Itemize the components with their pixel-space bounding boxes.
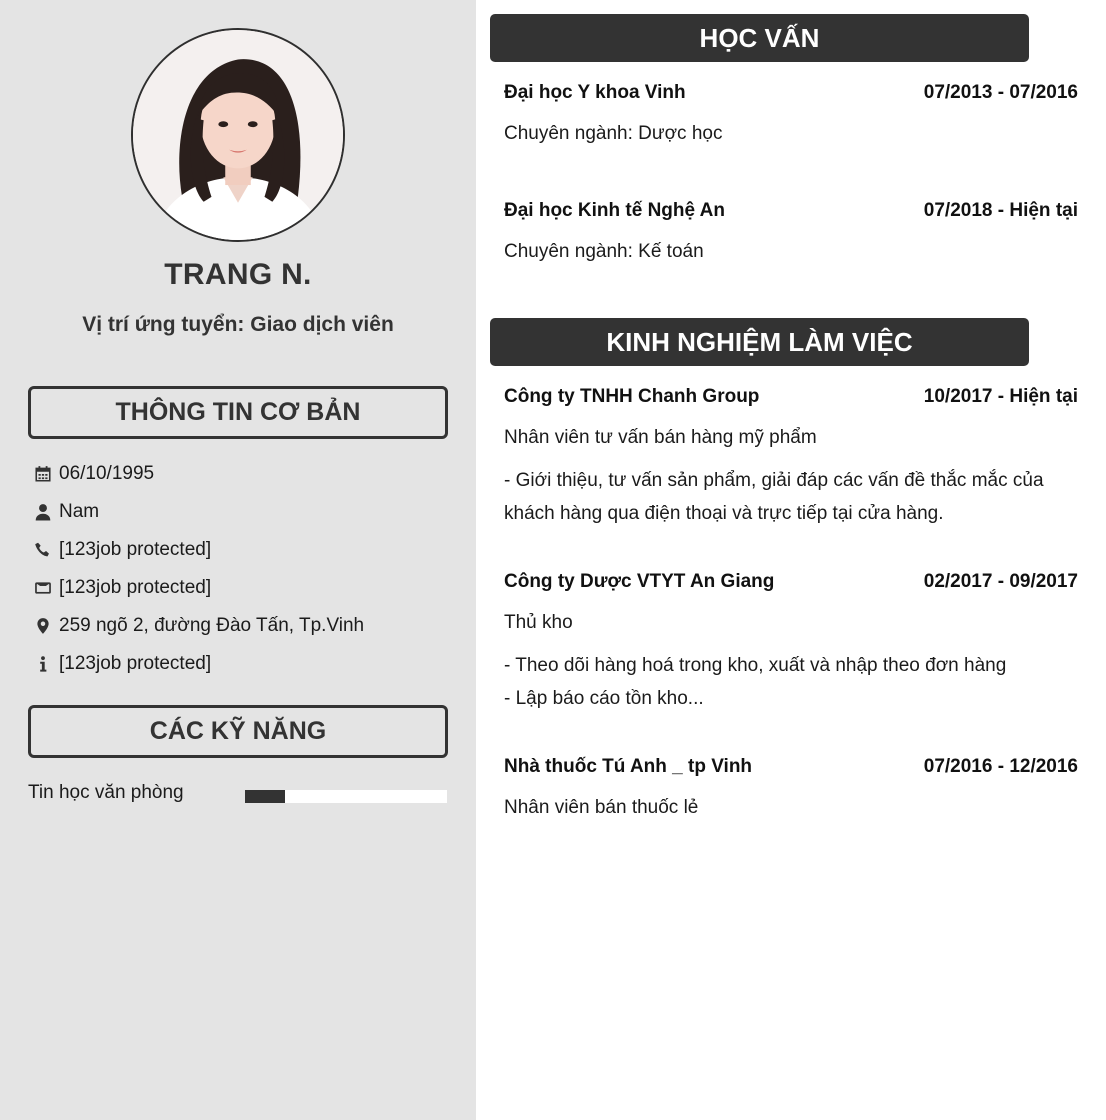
info-text: 06/10/1995 [59,463,155,484]
location-pin-icon [34,617,52,635]
info-phone [34,531,454,569]
skill-name: Tin học văn phòng [28,782,184,803]
avatar [131,28,345,242]
experience-entry [504,756,1078,819]
info-gender [34,493,454,531]
education-major: Chuyên ngành: Dược học [504,123,723,144]
description-line: - Lập báo cáo tồn kho... [504,688,704,709]
info-other [34,645,454,683]
info-text: [123job protected] [59,539,212,560]
info-email [34,569,454,607]
experience-description [504,464,1078,530]
experience-company: Nhà thuốc Tú Anh _ tp Vinh [504,756,753,777]
info-text: 259 ngõ 2, đường Đào Tấn, Tp.Vinh [59,615,365,636]
skills-title: CÁC KỸ NĂNG [28,705,448,758]
experience-header: KINH NGHIỆM LÀM VIỆC [490,318,1029,366]
description-line: - Giới thiệu, tư vấn sản phẩm, giải đáp các vấn đề thắc mắc của [504,470,1044,491]
info-text: Nam [59,501,100,522]
main-content [476,0,1106,1120]
user-icon [34,503,52,521]
experience-entry [504,571,1078,715]
envelope-icon [34,579,52,597]
experience-company: Công ty TNHH Chanh Group [504,386,760,407]
info-text: [123job protected] [59,653,212,674]
experience-role: Nhân viên tư vấn bán hàng mỹ phẩm [504,427,817,448]
candidate-name: TRANG N. [164,258,312,291]
skill-level-fill [245,790,285,803]
basic-info-title: THÔNG TIN CƠ BẢN [28,386,448,439]
experience-role: Nhân viên bán thuốc lẻ [504,797,699,818]
education-date: 07/2018 - Hiện tại [923,200,1078,221]
info-text: [123job protected] [59,577,212,598]
profile-photo [133,30,343,240]
experience-description [504,649,1078,715]
applied-position: Vị trí ứng tuyển: Giao dịch viên [82,313,394,336]
info-birthdate [34,455,454,493]
entry-head [504,571,1078,595]
entry-head [504,386,1078,410]
entry-head [504,756,1078,780]
experience-company: Công ty Dược VTYT An Giang [504,571,775,592]
education-major: Chuyên ngành: Kế toán [504,241,704,262]
education-school: Đại học Y khoa Vinh [504,82,686,103]
experience-role: Thủ kho [504,612,573,633]
description-line: - Theo dõi hàng hoá trong kho, xuất và nhập theo đơn hàng [504,655,1007,676]
entry-head [504,200,1078,224]
education-entry [504,82,1078,145]
experience-date: 02/2017 - 09/2017 [923,571,1078,592]
skill-row [28,782,448,808]
experience-entry [504,386,1078,530]
education-entry [504,200,1078,263]
education-school: Đại học Kinh tế Nghệ An [504,200,725,221]
phone-icon [34,541,52,559]
info-address [34,607,454,645]
info-icon [34,655,52,673]
entry-head [504,82,1078,106]
skill-level-bar [245,790,447,803]
description-line: khách hàng qua điện thoại và trực tiếp tại cửa hàng. [504,503,944,524]
basic-info-list [34,455,454,683]
sidebar [0,0,476,1120]
experience-date: 07/2016 - 12/2016 [923,756,1078,777]
experience-date: 10/2017 - Hiện tại [923,386,1078,407]
education-date: 07/2013 - 07/2016 [923,82,1078,103]
calendar-icon [34,465,52,483]
education-header: HỌC VẤN [490,14,1029,62]
